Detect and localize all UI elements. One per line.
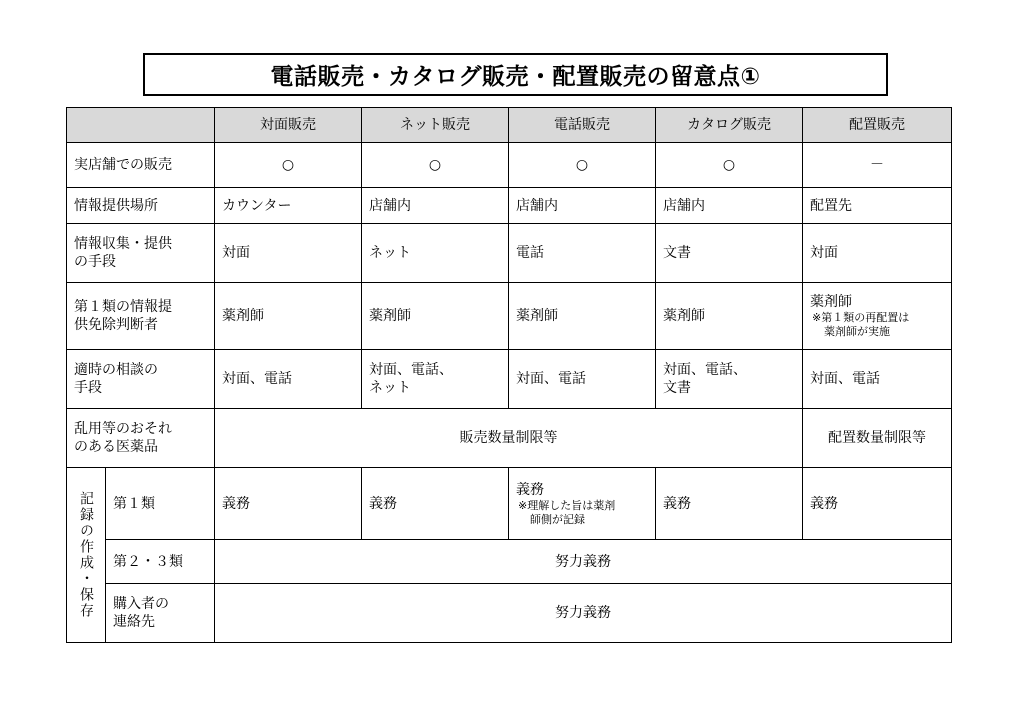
comparison-table: [66, 107, 952, 643]
table-cell: 義務: [362, 468, 509, 540]
merged-cell: 努力義務: [215, 584, 952, 643]
table-row: [67, 283, 952, 350]
cell-note: ※第１類の再配置は: [812, 311, 910, 324]
table-cell: ○: [362, 143, 509, 188]
cell-note: 薬剤師が実施: [824, 325, 890, 338]
table-row: [67, 468, 952, 540]
table-cell: 対面: [215, 224, 362, 283]
column-header: 対面販売: [215, 108, 362, 143]
table-cell: ○: [656, 143, 803, 188]
cell-line: 対面、電話、: [663, 362, 747, 378]
row-label-line: の手段: [74, 254, 116, 270]
row-label-line: 乱用等のおそれ: [74, 421, 172, 437]
row-label: [67, 409, 215, 468]
cell-line: 対面、電話、: [369, 362, 453, 378]
row-label: 実店舗での販売: [67, 143, 215, 188]
cell-line: 文書: [663, 380, 691, 396]
table-cell: 薬剤師: [656, 283, 803, 350]
row-label-line: 連絡先: [113, 614, 155, 630]
table-cell: 店舗内: [509, 188, 656, 224]
table-cell: 店舗内: [362, 188, 509, 224]
table-row: [67, 350, 952, 409]
table-cell: 義務: [215, 468, 362, 540]
table-row: [67, 188, 952, 224]
table-row: [67, 584, 952, 643]
row-label-line: 情報収集・提供: [74, 236, 172, 252]
column-header: 電話販売: [509, 108, 656, 143]
page-title: [143, 53, 888, 96]
table-cell: －: [803, 143, 952, 188]
merged-cell: 販売数量制限等: [215, 409, 803, 468]
table-cell: 対面、電話: [215, 350, 362, 409]
cell-main-text: 薬剤師: [810, 294, 852, 310]
row-label: [67, 224, 215, 283]
table-header-row: [67, 108, 952, 143]
row-label-line: 手段: [74, 380, 102, 396]
table-cell: カウンター: [215, 188, 362, 224]
row-label: 第１類: [106, 468, 215, 540]
table-cell: 対面: [803, 224, 952, 283]
row-label: [67, 283, 215, 350]
row-label: 情報提供場所: [67, 188, 215, 224]
cell-note: ※理解した旨は薬剤: [518, 498, 616, 512]
table-cell: 義務: [803, 468, 952, 540]
row-label: [67, 350, 215, 409]
table-cell: [656, 350, 803, 409]
row-label: [106, 584, 215, 643]
header-corner: [67, 108, 215, 143]
table-row: [67, 224, 952, 283]
column-header: ネット販売: [362, 108, 509, 143]
table-cell: 電話: [509, 224, 656, 283]
table-row: [67, 409, 952, 468]
table-cell: 店舗内: [656, 188, 803, 224]
row-label-line: 購入者の: [113, 596, 169, 612]
row-label-line: 供免除判断者: [74, 317, 158, 333]
merged-cell: 努力義務: [215, 540, 952, 584]
table-cell: ○: [509, 143, 656, 188]
record-group-label: [67, 468, 106, 643]
table-cell: 対面、電話: [803, 350, 952, 409]
row-label-line: 適時の相談の: [74, 362, 158, 378]
row-label-line: 第１類の情報提: [74, 299, 172, 315]
record-group-label-text: 記録の作成・保存: [78, 491, 94, 619]
table-cell: 薬剤師: [215, 283, 362, 350]
table-cell: [362, 350, 509, 409]
cell-line: ネット: [369, 380, 411, 396]
table-cell: [803, 283, 952, 350]
table-row: [67, 143, 952, 188]
table-cell: ○: [215, 143, 362, 188]
table-cell: 配置数量制限等: [803, 409, 952, 468]
table-row: [67, 540, 952, 584]
table-cell: 薬剤師: [362, 283, 509, 350]
table-cell: 対面、電話: [509, 350, 656, 409]
column-header: カタログ販売: [656, 108, 803, 143]
cell-note: 師側が記録: [530, 512, 585, 526]
row-label: 第２・３類: [106, 540, 215, 584]
table-cell: 義務: [656, 468, 803, 540]
cell-main-text: 義務: [516, 481, 544, 498]
page-title-text: 電話販売・カタログ販売・配置販売の留意点①: [270, 64, 761, 90]
table-cell: 配置先: [803, 188, 952, 224]
table-cell: 文書: [656, 224, 803, 283]
table-cell: [509, 468, 656, 540]
table-cell: 薬剤師: [509, 283, 656, 350]
column-header: 配置販売: [803, 108, 952, 143]
row-label-line: のある医薬品: [74, 439, 158, 455]
table-cell: ネット: [362, 224, 509, 283]
